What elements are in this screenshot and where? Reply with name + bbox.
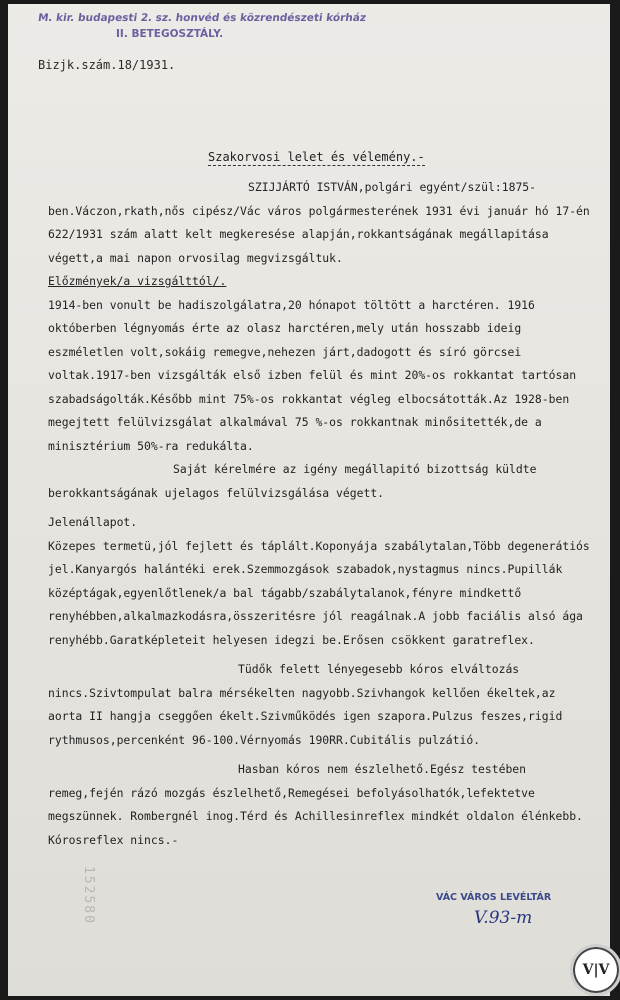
side-number: 152580 — [81, 866, 96, 925]
institution-name: M. kir. budapesti 2. sz. honvéd és közrendészeti kórház — [37, 12, 367, 24]
paragraph-intro: SZIJJÁRTÓ ISTVÁN,polgári egyént/szül:1875-ben.Váczon,rkath,nős cipész/Vác város polgármesterének 1931 évi január hó 17-én 622/1931 szám alatt kelt megkeresése alapján,rokkantságának megállapitása végett,a mai napon orvosilag megvizsgáltuk. — [48, 180, 590, 265]
archive-code: V.93-m — [474, 908, 533, 928]
document-title: Szakorvosi lelet és vélemény.- — [208, 150, 425, 164]
document-sheet — [8, 4, 610, 996]
paragraph-status: Közepes termetü,jól fejlett és táplált.Koponyája szabálytalan,Több degenerátiós jel.Kanyargós halántéki erek.Szemmozgások szabadok,nystagmus nincs.Pupillák középtágak,egyenlőtlenek/a bal tágabb/szabálytalanok,fényre mindkettő renyhébben,alkalmazkodásra,összeritésre jól reagálnak.A jobb faciális alsó ága renyhébb.Garatképleteit helyesen idegzi be.Erősen csökkent garatreflex. — [48, 538, 590, 647]
paragraph-abdomen: Hasban kóros nem észlelhető.Egész testében remeg,fején rázó mozgás észlelhető,Remegései befolyásolhatók,lefektetve megszünnek. Rombergnél inog.Térd és Achillesinreflex mindkét oldalon élénkebb. Kórosreflex nincs.- — [48, 762, 583, 847]
archive-stamp: VÁC VÁROS LEVÉLTÁR — [436, 892, 552, 903]
reference-number: Bizjk.szám.18/1931. — [38, 58, 176, 72]
department-name: II. BETEGOSZTÁLY. — [116, 28, 224, 40]
institution-stamp — [37, 10, 367, 42]
paragraph-history: 1914-ben vonult be hadiszolgálatra,20 hónapot töltött a harctéren. 1916 októberben légnyomás érte az olasz harctéren,mely után hosszabb ideig eszméletlen volt,sokáig remegve,nehezen járt,dadogott és síró görcsei voltak.1917-ben vizsgálták első izben felül és mint 20%-os rokkantat tartósan szabadságolták.Később mint 75%-os rokkantat végleg elbocsátották.Az 1928-ben megejtett felülvizsgálat alkalmával 75 %-os rokkantnak minősitették,de a minisztérium 50%-ra redukálta. — [48, 297, 577, 453]
heading-status: Jelenállapot. — [48, 515, 138, 529]
heading-history: Előzmények/a vizsgálttól/. — [48, 274, 227, 288]
archive-logo-icon: V|V — [570, 944, 620, 996]
paragraph-heart: Tüdők felett lényegesebb kóros elváltozás nincs.Szivtompulat balra mérsékelten nagyobb.Szivhangok kellően ékeltek,az aorta II hangja cseggően ékelt.Szivműködés igen szapora.Pulzus feszes,rigid rythmusos,percenként 96-100.Vérnyomás 190RR.Cubitális pulzátió. — [48, 662, 563, 747]
paragraph-request: Saját kérelmére az igény megállapitó bizottság küldte berokkantságának ujelagos felülvizsgálása végett. — [48, 462, 537, 500]
document-body — [48, 176, 593, 852]
